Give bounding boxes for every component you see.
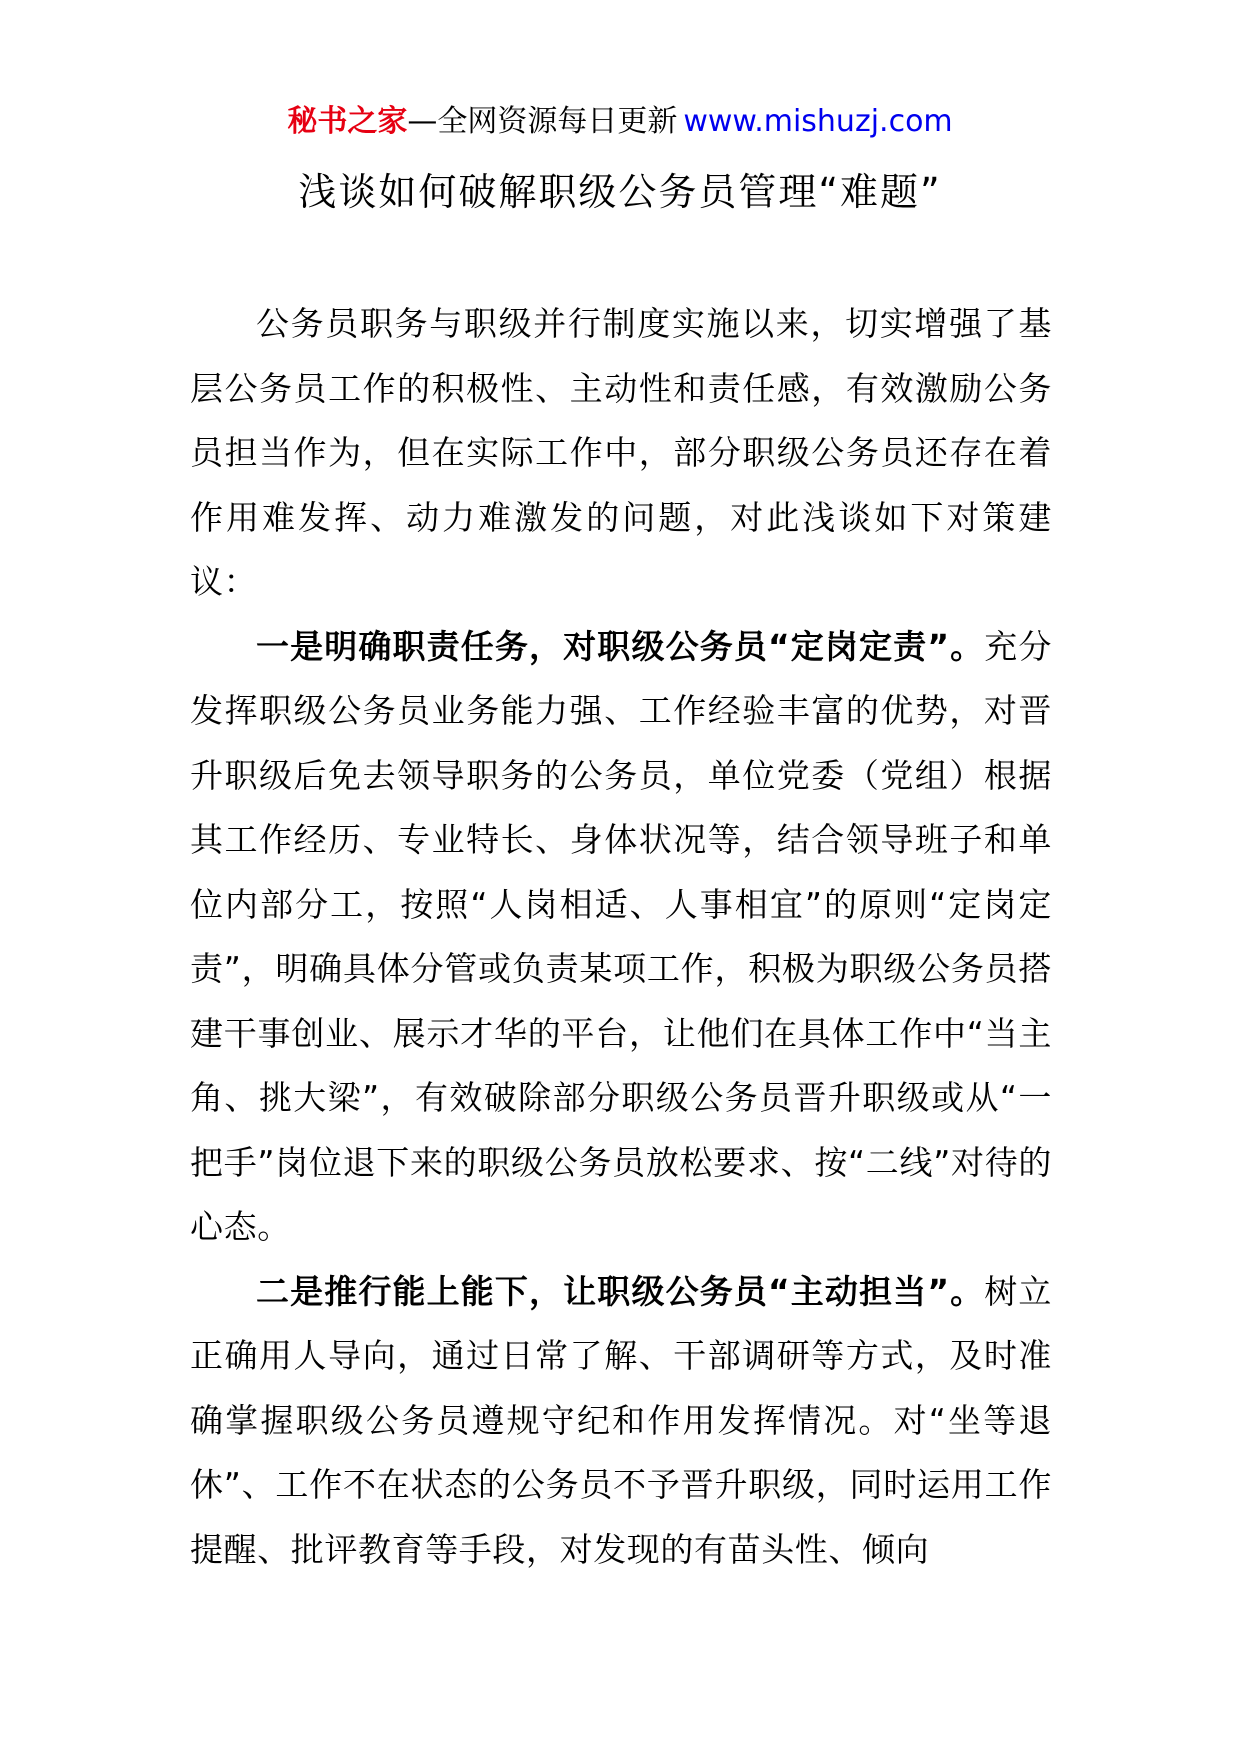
section-text-2: 树立正确用人导向，通过日常了解、干部调研等方式，及时准确掌握职级公务员遵规守纪和作用发挥情况。对“坐等退休”、工作不在状态的公务员不予晋升职级，同时运用工作提醒、批评教育等手段，对发现的有苗头性、倾向	[190, 1271, 1052, 1569]
article-body	[190, 292, 1052, 1582]
page-title: 浅谈如何破解职级公务员管理“难题”	[298, 170, 942, 214]
section-paragraph-2	[190, 1260, 1052, 1583]
site-url-link[interactable]: www.mishuzj.com	[683, 104, 953, 139]
section-paragraph-1	[190, 615, 1052, 1260]
site-tagline: —全网资源每日更新	[407, 104, 678, 139]
site-header	[0, 100, 1240, 144]
brand-name: 秘书之家	[287, 104, 408, 139]
section-lead-2: 二是推行能上能下，让职级公务员“主动担当”。	[256, 1271, 985, 1311]
section-text-1: 充分发挥职级公务员业务能力强、工作经验丰富的优势，对晋升职级后免去领导职务的公务员，单位党委（党组）根据其工作经历、专业特长、身体状况等，结合领导班子和单位内部分工，按照“人岗相适、人事相宜”的原则“定岗定责”，明确具体分管或负责某项工作，积极为职级公务员搭建干事创业、展示才华的平台，让他们在具体工作中“当主角、挑大梁”，有效破除部分职级公务员晋升职级或从“一把手”岗位退下来的职级公务员放松要求、按“二线”对待的心态。	[190, 626, 1052, 1246]
intro-paragraph: 公务员职务与职级并行制度实施以来，切实增强了基层公务员工作的积极性、主动性和责任感，有效激励公务员担当作为，但在实际工作中，部分职级公务员还存在着作用难发挥、动力难激发的问题，对此浅谈如下对策建议：	[190, 304, 1052, 601]
section-lead-1: 一是明确职责任务，对职级公务员“定岗定责”。	[256, 626, 985, 666]
